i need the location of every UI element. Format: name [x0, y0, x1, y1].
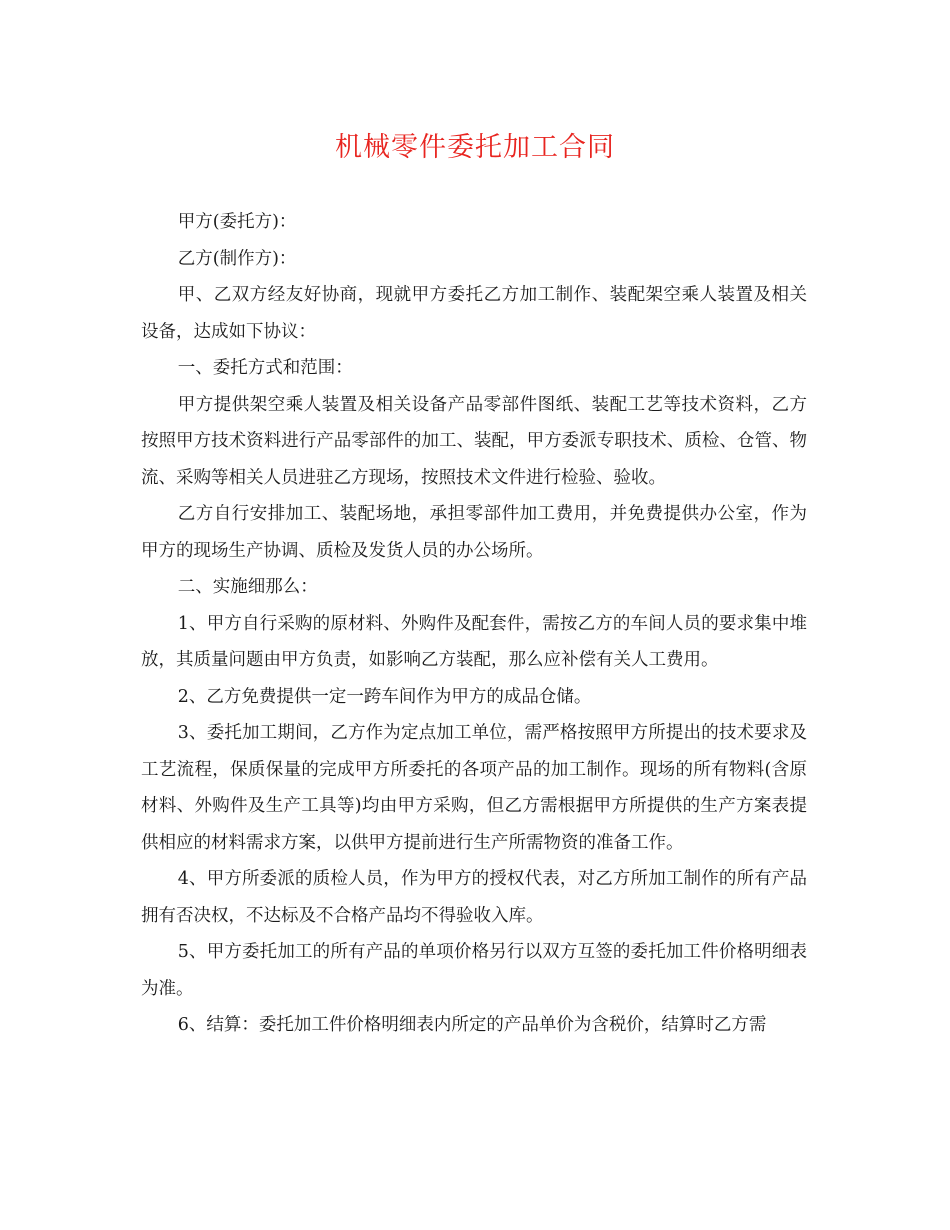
- section-heading-1: 一、委托方式和范围：: [177, 358, 353, 378]
- section-heading-2: 二、实施细那么：: [177, 577, 318, 597]
- document-title: 机械零件委托加工合同: [335, 132, 615, 163]
- paragraph: 甲方提供架空乘人装置及相关设备产品零部件图纸、装配工艺等技术资料，乙方按照甲方技术资料进行产品零部件的加工、装配，甲方委派专职技术、质检、仓管、物流、采购等相关人员进驻乙方现场，按照技术文件进行检验、验收。: [141, 394, 807, 488]
- clause-item: 6、结算：委托加工件价格明细表内所定的产品单价为含税价，结算时乙方需: [177, 1015, 767, 1035]
- clause-item: 2、乙方免费提供一定一跨车间作为甲方的成品仓储。: [177, 686, 592, 707]
- party-a-line: 甲方(委托方)：: [177, 212, 297, 232]
- clause-item: 5、甲方委托加工的所有产品的单项价格另行以双方互签的委托加工件价格明细表为准。: [141, 942, 807, 999]
- clause-item: 1、甲方自行采购的原材料、外购件及配套件，需按乙方的车间人员的要求集中堆放，其质量问题由甲方负责，如影响乙方装配，那么应补偿有关人工费用。: [141, 613, 807, 670]
- paragraph: 乙方自行安排加工、装配场地，承担零部件加工费用，并免费提供办公室，作为甲方的现场生产协调、质检及发货人员的办公场所。: [141, 504, 807, 561]
- clause-item: 3、委托加工期间，乙方作为定点加工单位，需严格按照甲方所提出的技术要求及工艺流程，保质保量的完成甲方所委托的各项产品的加工制作。现场的所有物料(含原材料、外购件及生产工具等)均由甲方采购，但乙方需根据甲方所提供的生产方案表提供相应的材料需求方案，以供甲方提前进行生产所需物资的准备工作。: [141, 723, 807, 853]
- intro-paragraph: 甲、乙双方经友好协商，现就甲方委托乙方加工制作、装配架空乘人装置及相关设备，达成如下协议：: [141, 285, 807, 342]
- document-body: [141, 204, 807, 1044]
- clause-item: 4、甲方所委派的质检人员，作为甲方的授权代表，对乙方所加工制作的所有产品拥有否决权，不达标及不合格产品均不得验收入库。: [141, 869, 807, 926]
- party-b-line: 乙方(制作方)：: [177, 248, 297, 269]
